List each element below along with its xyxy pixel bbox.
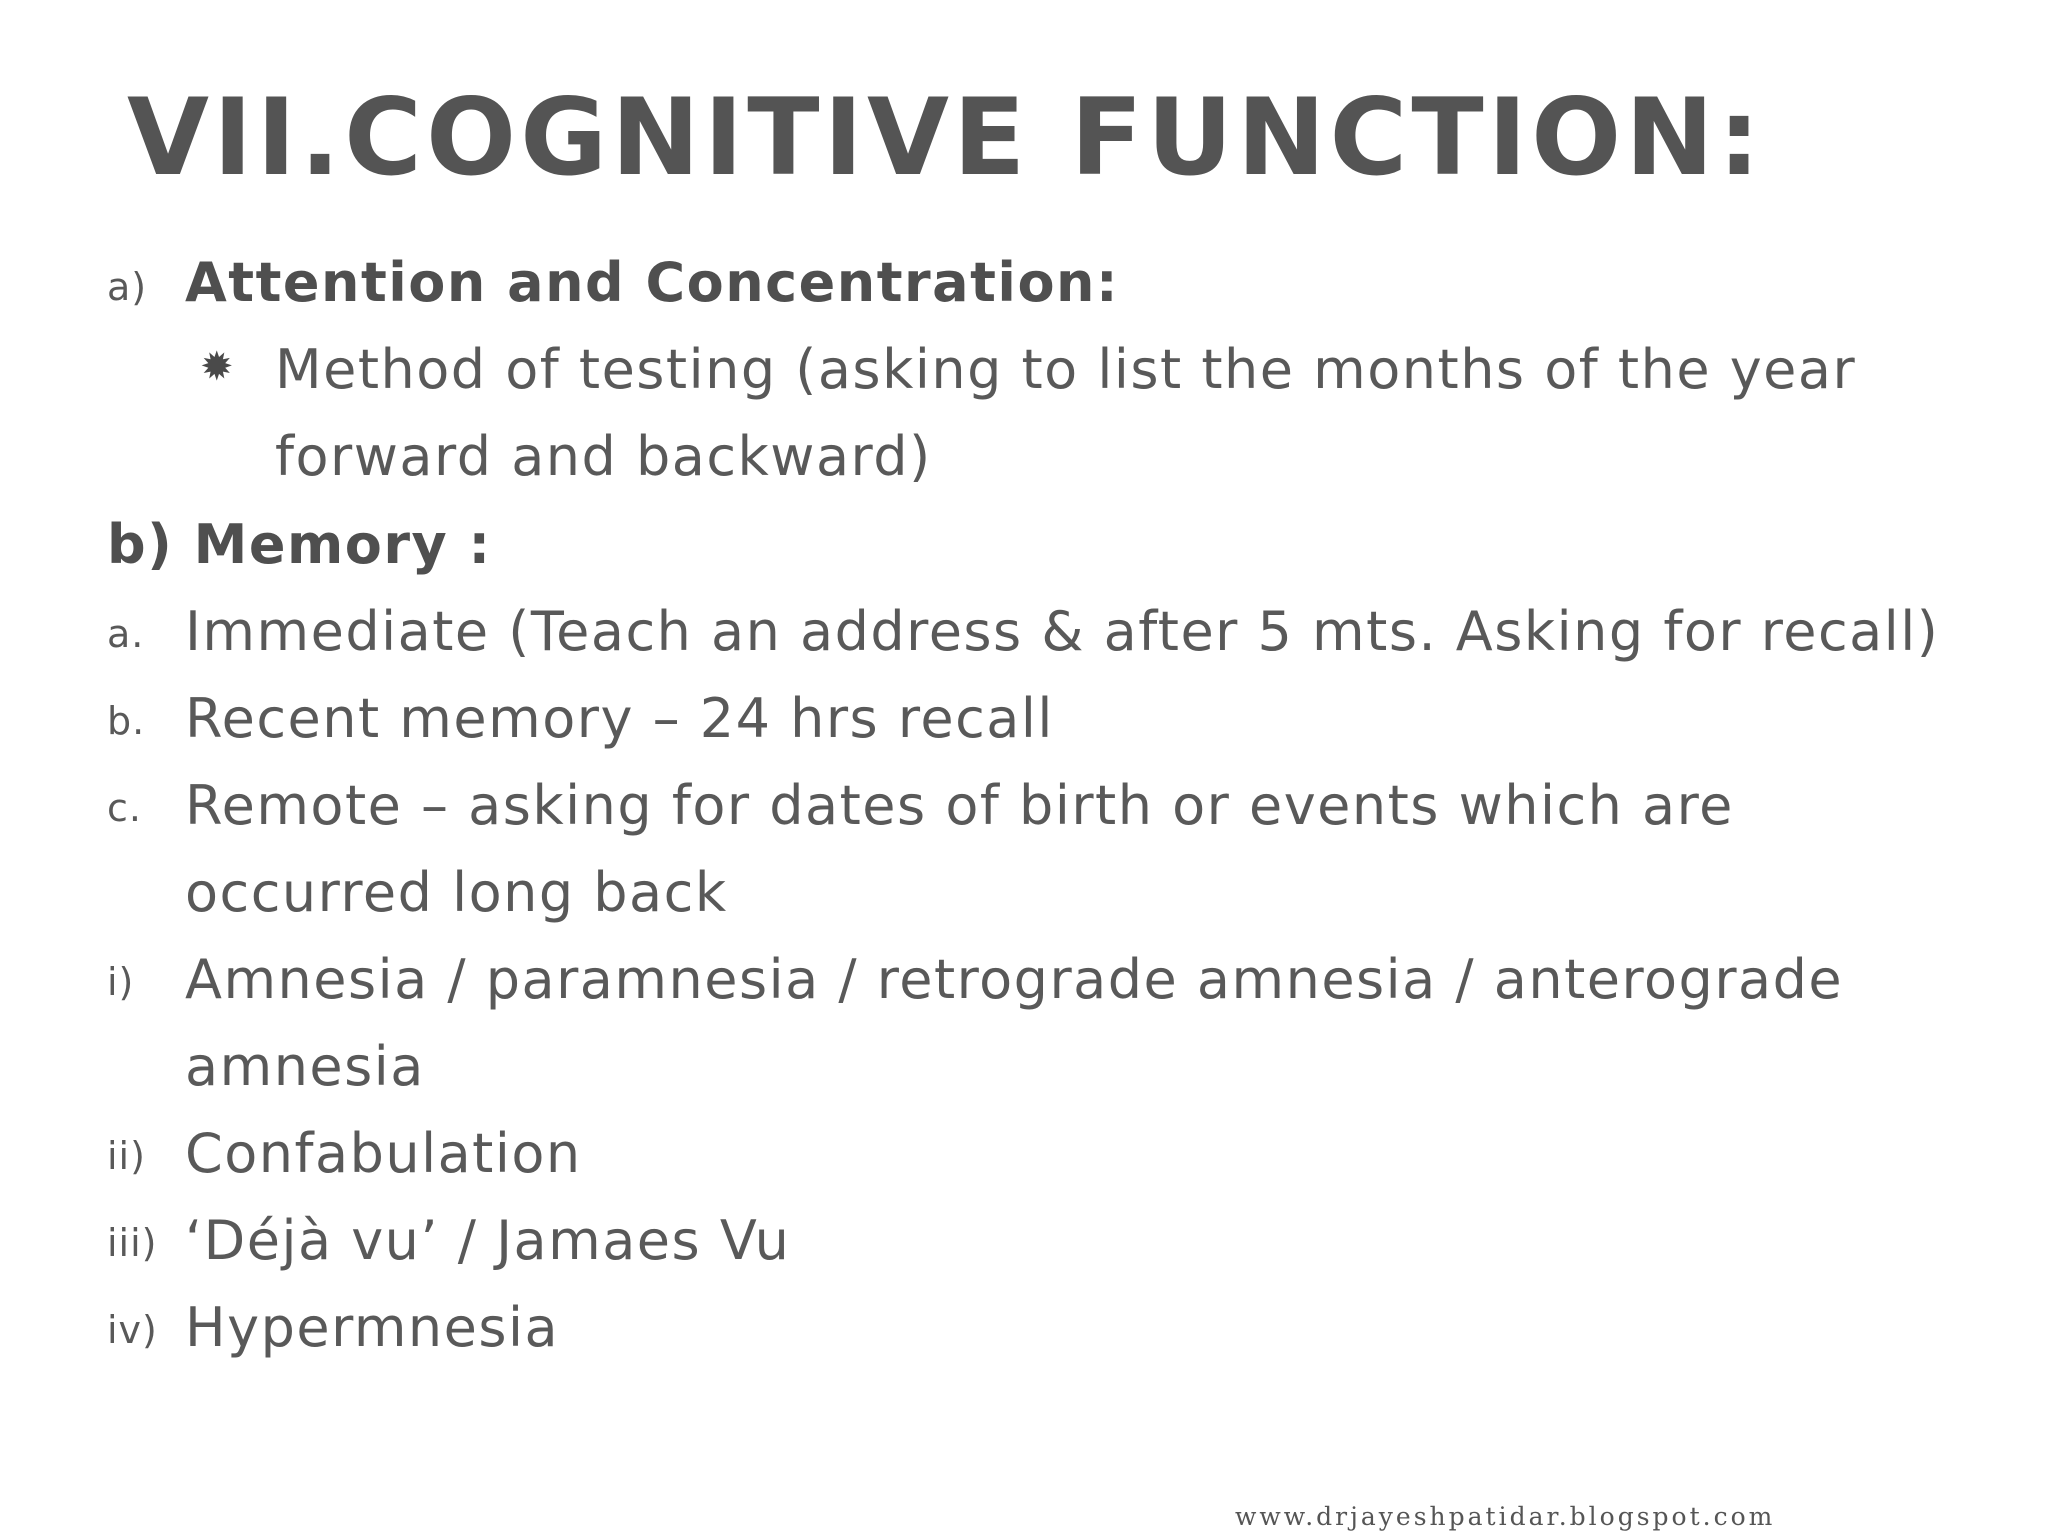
list-marker: iv) <box>107 1308 158 1352</box>
list-marker: a. <box>107 612 145 656</box>
list-item-text: Hypermnesia <box>185 1296 560 1359</box>
list-marker: iii) <box>107 1221 158 1265</box>
list-marker: c. <box>107 786 142 830</box>
list-marker: a) <box>107 265 148 309</box>
list-item-text: Remote – asking for dates of birth or events which are <box>185 774 1734 837</box>
list-marker: ii) <box>107 1134 146 1178</box>
bullet-text-line2: forward and backward) <box>275 425 932 488</box>
list-item-text: ‘Déjà vu’ / Jamaes Vu <box>185 1209 791 1272</box>
list-item-text-line2: amnesia <box>185 1035 425 1098</box>
list-item-text: Recent memory – 24 hrs recall <box>185 687 1054 750</box>
list-item-text: Immediate (Teach an address & after 5 mts. Asking for recall) <box>185 600 1940 663</box>
slide-title: VII.COGNITIVE FUNCTION: <box>127 76 1765 199</box>
list-marker: i) <box>107 960 135 1004</box>
section-a-heading: Attention and Concentration: <box>185 251 1120 314</box>
section-b-heading: b) Memory : <box>107 513 492 576</box>
list-item-text-line2: occurred long back <box>185 861 728 924</box>
list-marker: b. <box>107 699 146 743</box>
list-item-text: Confabulation <box>185 1122 582 1185</box>
footer-url: www.drjayeshpatidar.blogspot.com <box>1235 1502 1776 1531</box>
list-item-text: Amnesia / paramnesia / retrograde amnesia / anterograde <box>185 948 1844 1011</box>
bullet-text-line1: Method of testing (asking to list the months of the year <box>275 338 1857 401</box>
starburst-bullet-icon: ✹ <box>200 344 236 390</box>
